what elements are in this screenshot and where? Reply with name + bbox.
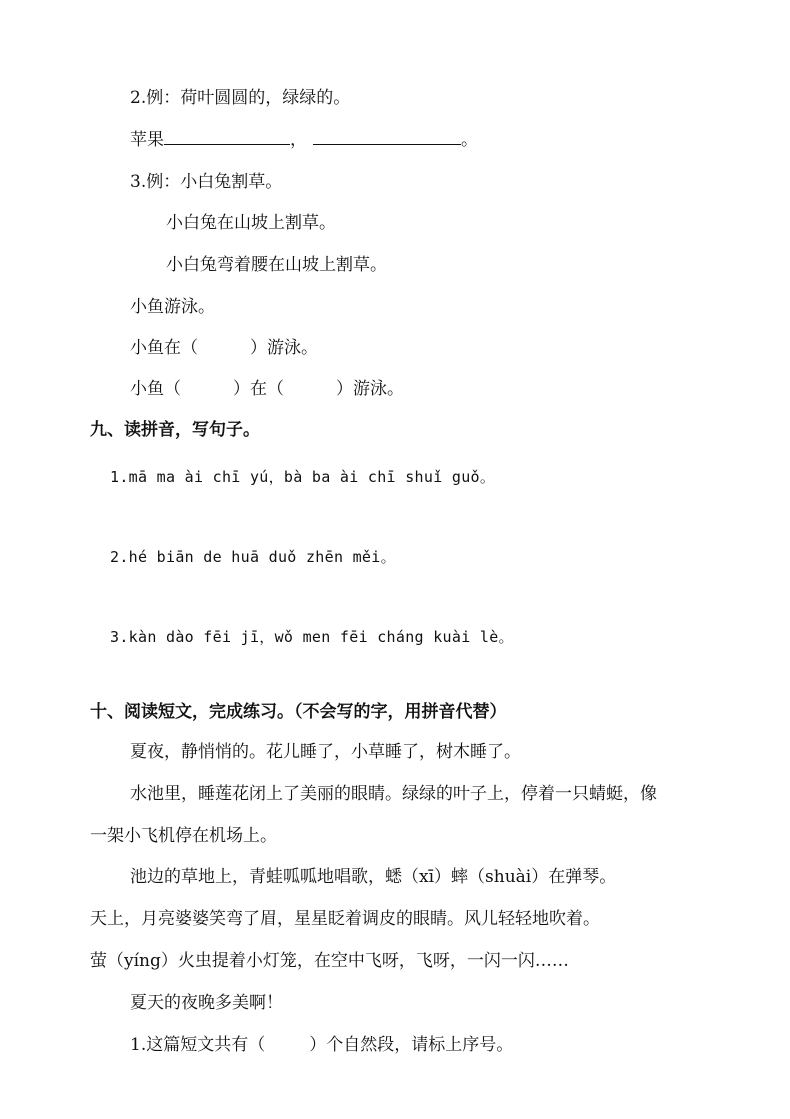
pinyin-item-2: 2.hé biān de huā duǒ zhēn měi。 [110, 548, 396, 566]
question-1 [130, 1033, 513, 1057]
passage-paragraph-1: 夏夜，静悄悄的。花儿睡了，小草睡了，树木睡了。 [130, 742, 521, 762]
passage-paragraph-2-cont: 一架小飞机停在机场上。 [90, 826, 277, 846]
task-line2-start: 小鱼在（ [130, 338, 198, 358]
item2-period: 。 [461, 130, 478, 150]
item3-task-line3 [130, 377, 404, 401]
task-line2-end: ）游泳。 [250, 338, 318, 358]
section10-heading: 十、阅读短文，完成练习。（不会写的字，用拼音代替） [90, 702, 507, 722]
item3-task-line2 [130, 336, 318, 360]
item3-example-line2: 小白兔在山坡上割草。 [166, 213, 336, 233]
passage-paragraph-2: 水池里，睡莲花闭上了美丽的眼睛。绿绿的叶子上，停着一只蜻蜓，像 [130, 784, 657, 804]
question-1-start: 1.这篇短文共有（ [130, 1035, 266, 1055]
passage-paragraph-3: 池边的草地上，青蛙呱呱地唱歌，蟋（xī）蟀（shuài）在弹琴。 [130, 867, 617, 887]
question-1-end: ）个自然段，请标上序号。 [309, 1035, 514, 1055]
passage-paragraph-4: 天上，月亮婆婆笑弯了眉，星星眨着调皮的眼睛。风儿轻轻地吹着。 [90, 909, 600, 929]
task-line3-mid: ）在（ [233, 379, 284, 399]
passage-paragraph-6: 夏天的夜晚多美啊！ [130, 993, 283, 1013]
pinyin-item-1: 1.mā ma ài chī yú，bà ba ài chī shuǐ guǒ。 [110, 468, 496, 486]
answer-blank-2[interactable] [313, 128, 461, 145]
item2-prompt-start: 苹果 [130, 130, 164, 150]
item2-example: 2.例：荷叶圆圆的，绿绿的。 [130, 88, 351, 108]
item2-comma: ， [290, 130, 307, 150]
section9-heading: 九、读拼音，写句子。 [90, 420, 260, 440]
task-line3-end: ）游泳。 [336, 379, 404, 399]
item3-task-line1: 小鱼游泳。 [130, 297, 215, 317]
answer-blank-1[interactable] [164, 128, 290, 145]
item2-prompt [130, 128, 478, 152]
item3-example: 3.例：小白兔割草。 [130, 172, 283, 192]
passage-paragraph-5: 萤（yíng）火虫提着小灯笼，在空中飞呀，飞呀，一闪一闪…… [90, 951, 569, 971]
item3-example-line3: 小白兔弯着腰在山坡上割草。 [166, 255, 387, 275]
task-line3-start: 小鱼（ [130, 379, 181, 399]
pinyin-item-3: 3.kàn dào fēi jī，wǒ men fēi cháng kuài lè。 [110, 628, 514, 646]
